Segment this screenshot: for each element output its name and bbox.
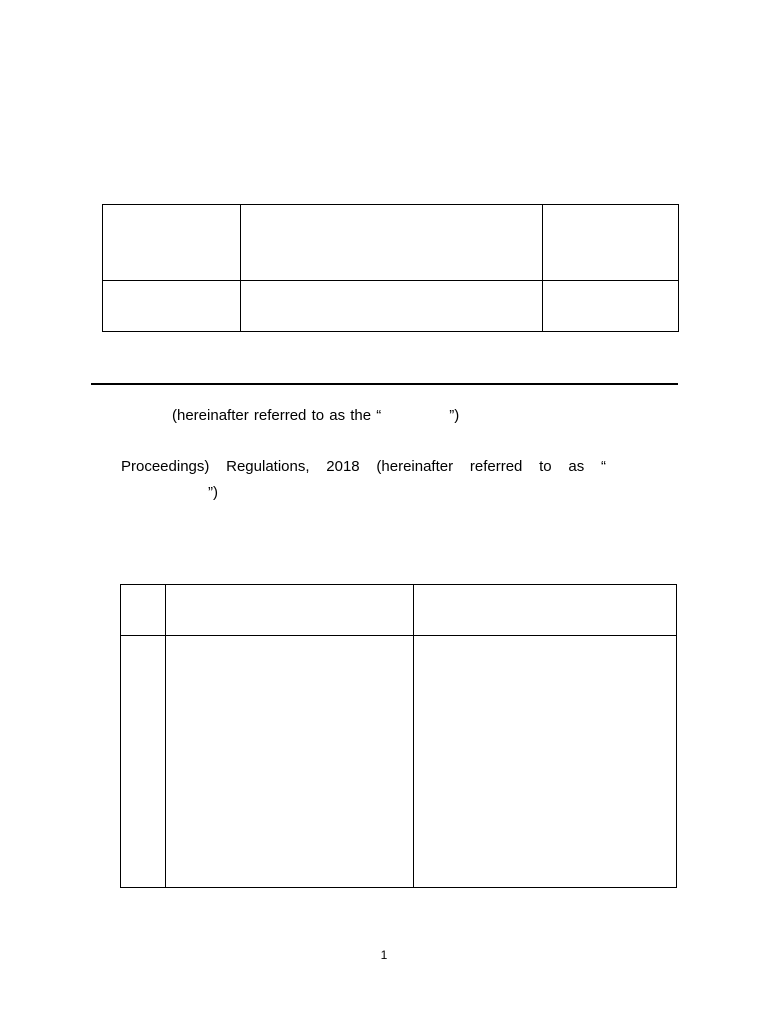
- table-cell: [413, 585, 676, 636]
- line-1-start: (hereinafter referred to as the “: [172, 407, 382, 424]
- table-row: [121, 636, 677, 888]
- table-row: [103, 281, 679, 332]
- table-cell: [103, 281, 241, 332]
- horizontal-rule: [91, 383, 678, 385]
- bottom-table: [120, 584, 677, 888]
- body-text-line: ”): [208, 484, 218, 501]
- line-1-end: ”): [449, 407, 460, 424]
- table-cell: [121, 636, 166, 888]
- table-cell: [166, 636, 413, 888]
- table-cell: [413, 636, 676, 888]
- table-cell: [543, 205, 679, 281]
- table-cell: [241, 205, 543, 281]
- table-row: [121, 585, 677, 636]
- body-text-line: Proceedings) Regulations, 2018 (hereinafter referred to as “: [121, 458, 606, 475]
- table-cell: [543, 281, 679, 332]
- table-cell: [241, 281, 543, 332]
- body-text-line: [172, 407, 459, 425]
- table-cell: [121, 585, 166, 636]
- top-table: [102, 204, 679, 332]
- page-number: 1: [380, 948, 388, 962]
- table-cell: [103, 205, 241, 281]
- table-cell: [166, 585, 413, 636]
- table-row: [103, 205, 679, 281]
